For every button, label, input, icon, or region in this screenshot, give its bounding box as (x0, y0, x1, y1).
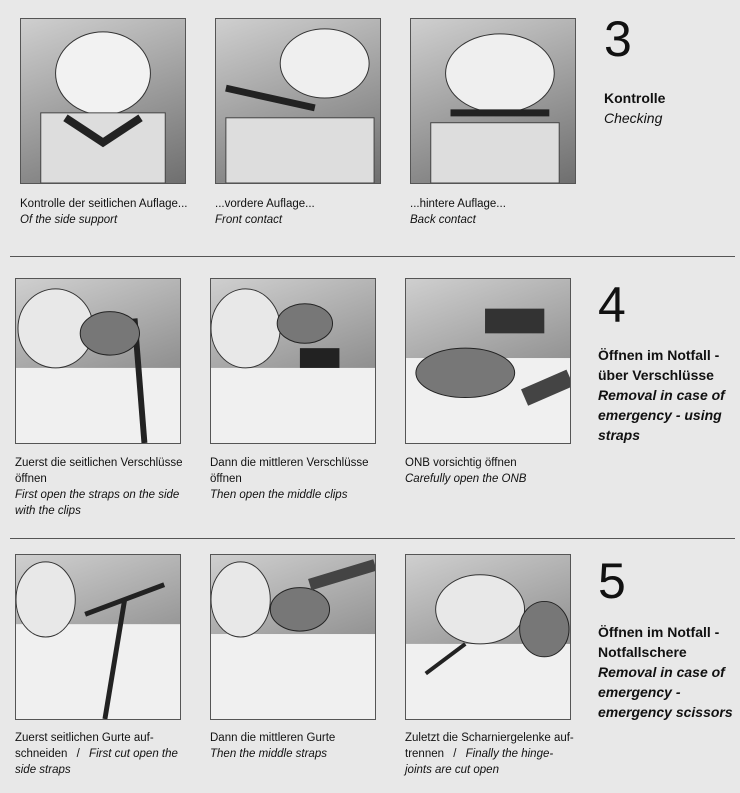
caption-3-3 (410, 196, 585, 228)
photo-open-side-clips (15, 278, 181, 444)
caption-de: Dann die mittleren Verschlüsse öffnen (210, 457, 369, 485)
caption-en: First open the straps on the side with the clips (15, 489, 180, 517)
caption-de: ONB vorsichtig öffnen (405, 457, 517, 469)
section-title-en: Checking (604, 110, 663, 126)
caption-3-1 (20, 196, 195, 228)
photo-open-onb (405, 278, 571, 444)
caption-en: Finally the hinge-joints are cut open (405, 748, 554, 776)
section-number-3: 3 (604, 11, 632, 67)
photo-cut-side-straps (15, 554, 181, 720)
caption-de: Zuerst die seitlichen Verschlüsse öffnen (15, 457, 183, 485)
section-title-de: Öffnen im Notfall - über Verschlüsse (598, 347, 720, 383)
photo-cut-hinge-joints (405, 554, 571, 720)
caption-en: First cut open the side straps (15, 748, 178, 776)
caption-en: Then the middle straps (210, 748, 327, 760)
photo-cut-middle-straps (210, 554, 376, 720)
caption-en: Then open the middle clips (210, 489, 348, 501)
section-title-5 (598, 622, 738, 722)
caption-4-2 (210, 455, 385, 503)
photo-front-contact-check (215, 18, 381, 184)
caption-en: Front contact (215, 214, 283, 226)
caption-de: Zuletzt die Scharniergelenke auf-trennen (405, 732, 574, 760)
caption-separator: / (76, 748, 80, 760)
section-divider (10, 538, 735, 539)
photo-back-contact-check (410, 18, 576, 184)
caption-4-3 (405, 455, 580, 487)
section-title-de: Öffnen im Notfall - Notfallschere (598, 624, 720, 660)
caption-de: Kontrolle der seitlichen Auflage... (20, 198, 188, 210)
section-title-en: Removal in case of emergency - emergency scissors (598, 664, 733, 720)
caption-3-2 (215, 196, 390, 228)
section-divider (10, 256, 735, 257)
caption-en: Of the side support (20, 214, 118, 226)
section-title-en: Removal in case of emergency - using straps (598, 387, 725, 443)
caption-de: Dann die mittleren Gurte (210, 732, 336, 744)
caption-5-2 (210, 730, 385, 762)
section-number-4: 4 (598, 277, 626, 333)
caption-5-1 (15, 730, 190, 778)
caption-de: ...vordere Auflage... (215, 198, 315, 210)
section-number-5: 5 (598, 553, 626, 609)
caption-en: Carefully open the ONB (405, 473, 527, 485)
photo-side-support-check (20, 18, 186, 184)
section-title-3 (604, 88, 740, 128)
photo-open-middle-clips (210, 278, 376, 444)
section-title-de: Kontrolle (604, 90, 666, 106)
caption-de: Zuerst seitlichen Gurte auf-schneiden (15, 732, 154, 760)
caption-separator: / (453, 748, 457, 760)
caption-4-1 (15, 455, 190, 519)
caption-de: ...hintere Auflage... (410, 198, 506, 210)
caption-en: Back contact (410, 214, 476, 226)
caption-5-3 (405, 730, 580, 778)
section-title-4 (598, 345, 738, 445)
